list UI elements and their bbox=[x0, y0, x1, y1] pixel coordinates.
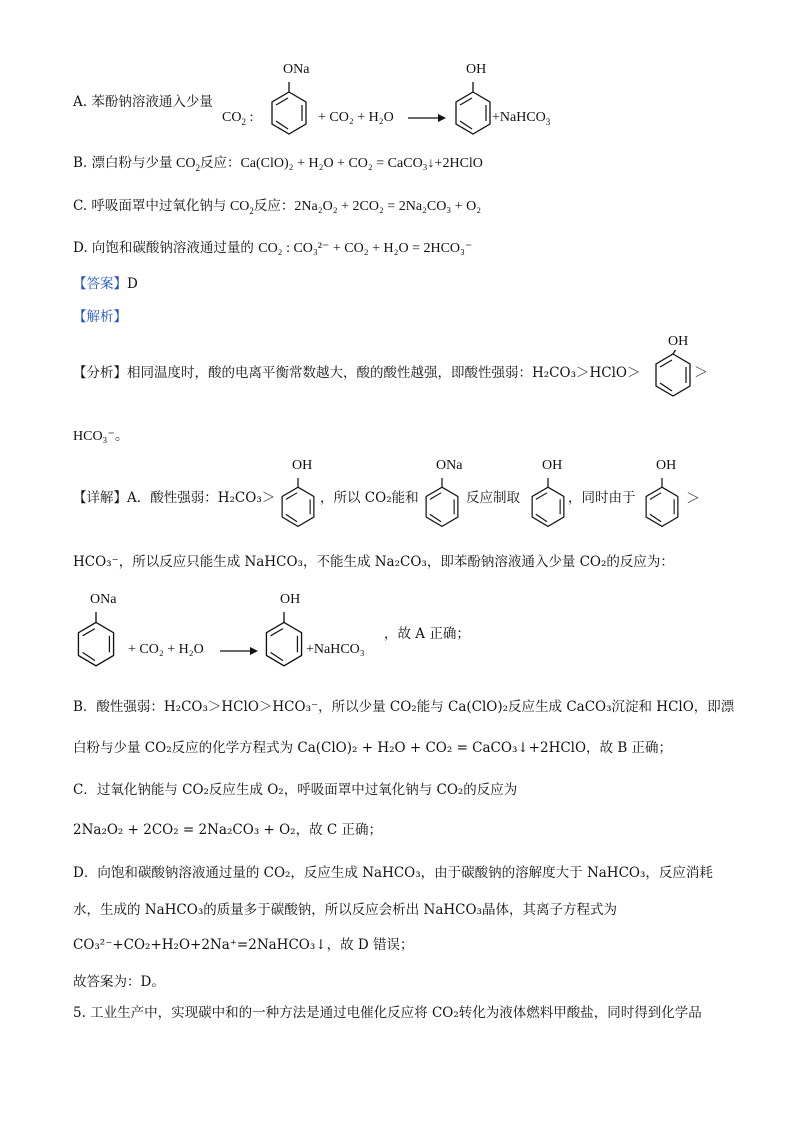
option-c: C. 呼吸面罩中过氧化钠与 $CO_2$反应：2Na₂O₂ + 2CO₂ = 2Na₂CO₃ + O₂ bbox=[73, 198, 482, 216]
detail-oh-label: OH bbox=[656, 458, 677, 473]
detail-oh-label: OH bbox=[292, 458, 313, 473]
benzene-ring-icon bbox=[528, 476, 568, 532]
detail-a-p3: 反应制取 bbox=[466, 490, 520, 506]
detail-b-line2: 白粉与少量 CO₂反应的化学方程式为 Ca(ClO)₂ + H₂O + CO₂ = CaCO₃↓+2HClO，故 B 正确； bbox=[73, 740, 673, 756]
fenxi-oh-label: OH bbox=[668, 334, 689, 349]
detail-d-line2: 水，生成的 NaHCO₃的质量多于碳酸钠，所以反应会析出 NaHCO₃晶体，其离子方程式为 bbox=[73, 902, 617, 918]
detail-ona-label: ONa bbox=[436, 458, 463, 473]
detail-d-line3: CO₃²⁻+CO₂+H₂O+2Na⁺=2NaHCO₃↓，故 D 错误； bbox=[73, 937, 414, 953]
benzene-ring-icon bbox=[642, 476, 682, 532]
option-b: B. 漂白粉与少量 $CO_2$反应：Ca(ClO)₂ + H₂O + CO₂ = CaCO₃↓+2HClO bbox=[73, 155, 483, 173]
detail-c-line1: C．过氧化钠能与 CO₂反应生成 O₂，呼吸面罩中过氧化钠与 CO₂的反应为 bbox=[73, 782, 518, 798]
detail-gt: ＞ bbox=[686, 492, 700, 507]
detail-a-p2: ，所以 CO₂能和 bbox=[320, 490, 419, 506]
option-a-co2: $CO_2$ : bbox=[222, 110, 254, 127]
benzene-ring-icon bbox=[262, 610, 306, 672]
fenxi-line: 【分析】相同温度时，酸的电离平衡常数越大，酸的酸性越强，即酸性强弱：H₂CO₃＞HClO＞ bbox=[73, 365, 641, 381]
benzene-ring-icon bbox=[268, 80, 310, 140]
conclusion: 故答案为：D。 bbox=[73, 974, 165, 990]
question-5: 5. 工业生产中，实现碳中和的一种方法是通过电催化反应将 CO₂转化为液体燃料甲酸盐，同时得到化学品 bbox=[73, 1005, 702, 1021]
benzene-ring-icon bbox=[652, 350, 694, 410]
fenxi-gt: ＞ bbox=[694, 366, 708, 381]
detail-oh-label: OH bbox=[542, 458, 563, 473]
option-a-product: +NaHCO$_3$ bbox=[492, 110, 551, 127]
detail-eq-oh-label: OH bbox=[280, 592, 301, 607]
option-a-oh-label: OH bbox=[466, 62, 487, 77]
detail-eq-ona-label: ONa bbox=[90, 592, 117, 607]
option-a-reactants: + CO₂ + H₂O bbox=[318, 110, 394, 125]
detail-a-p4: ，同时由于 bbox=[568, 490, 636, 506]
detail-eq-product: +NaHCO₃ bbox=[306, 642, 365, 657]
option-d: D. 向饱和碳酸钠溶液通过量的 CO₂ : CO₃²⁻ + CO₂ + H₂O = 2HCO₃⁻ bbox=[73, 240, 473, 256]
analysis-label: 【解析】 bbox=[73, 309, 127, 325]
reaction-arrow-icon bbox=[220, 646, 258, 656]
reaction-arrow-icon bbox=[408, 113, 446, 123]
fenxi-tail: HCO₃⁻。 bbox=[73, 429, 129, 444]
detail-a-line2: HCO₃⁻，所以反应只能生成 NaHCO₃，不能生成 Na₂CO₃，即苯酚钠溶液通入少量 CO₂的反应为： bbox=[73, 554, 674, 570]
benzene-ring-icon bbox=[452, 80, 494, 140]
detail-d-line1: D．向饱和碳酸钠溶液通过量的 CO₂，反应生成 NaHCO₃，由于碳酸钠的溶解度大于 NaHCO₃，反应消耗 bbox=[73, 865, 713, 881]
benzene-ring-icon bbox=[74, 610, 118, 672]
detail-eq-reactants: + CO₂ + H₂O bbox=[128, 642, 204, 657]
option-a-text: A. 苯酚钠溶液通入少量 bbox=[73, 94, 213, 110]
benzene-ring-icon bbox=[422, 476, 462, 532]
option-a-ona-label: ONa bbox=[283, 62, 310, 77]
answer: 【答案】D bbox=[73, 276, 138, 292]
benzene-ring-icon bbox=[278, 476, 318, 532]
detail-b-line1: B．酸性强弱：H₂CO₃＞HClO＞HCO₃⁻，所以少量 CO₂能与 Ca(ClO)₂反应生成 CaCO₃沉淀和 HClO，即漂 bbox=[73, 699, 735, 715]
detail-c-line2: 2Na₂O₂ + 2CO₂ = 2Na₂CO₃ + O₂，故 C 正确； bbox=[73, 822, 382, 838]
detail-a-line1: 【详解】A．酸性强弱：H₂CO₃＞ bbox=[73, 490, 276, 506]
detail-eq-tail: ，故 A 正确； bbox=[384, 626, 470, 642]
